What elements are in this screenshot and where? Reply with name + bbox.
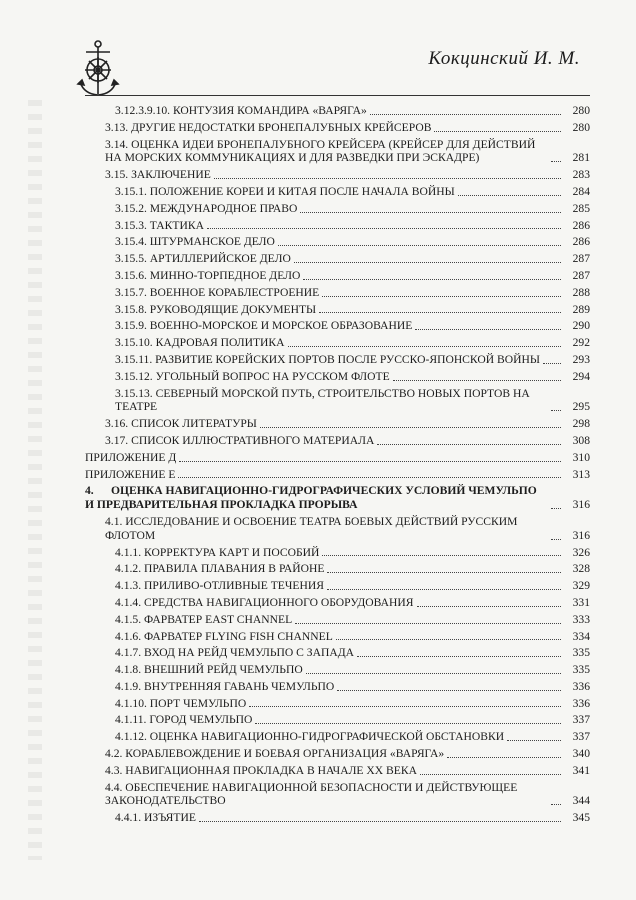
toc-entry-title: КАДРОВАЯ ПОЛИТИКА [155,336,285,350]
toc-entry-text [115,303,319,317]
toc-entry-page: 298 [572,417,590,431]
toc-entry-title: РАЗВИТИЕ КОРЕЙСКИХ ПОРТОВ ПОСЛЕ РУССКО-ЯПОНСКОЙ ВОЙНЫ [155,352,540,366]
toc-entry-page: 328 [572,562,590,576]
toc-entry [85,679,590,696]
toc-entry-text [115,697,249,711]
toc-entry [85,352,590,369]
toc-entry [85,251,590,268]
dot-leader [178,477,561,478]
toc-entry-number: 3.15.2. [115,201,147,215]
dot-leader [507,740,561,741]
toc-entry-text [115,252,294,266]
header-rule [85,95,590,96]
toc-entry-title: РУКОВОДЯЩИЕ ДОКУМЕНТЫ [149,302,317,316]
toc-entry-text [105,747,447,761]
toc-entry-page: 286 [572,235,590,249]
dot-leader [327,572,561,573]
toc-entry-text [115,811,199,825]
dot-leader [336,639,561,640]
toc-entry-title: УГОЛЬНЫЙ ВОПРОС НА РУССКОМ ФЛОТЕ [155,369,390,383]
toc-entry [85,763,590,780]
toc-entry-page: 287 [572,268,590,282]
toc-entry-number: 4.1.5. [115,612,142,626]
toc-entry-text [115,630,336,644]
toc-entry [85,318,590,335]
toc-entry-title: СПИСОК ЛИТЕРАТУРЫ [131,417,257,431]
toc-entry-text [115,680,337,694]
dot-leader [420,774,561,775]
toc-entry-text [115,713,255,727]
toc-entry-text [115,319,415,333]
dot-leader [294,262,561,263]
toc-entry-title: ГОРОД ЧЕМУЛЬПО [149,713,253,727]
dot-leader [393,380,561,381]
toc-entry [85,595,590,612]
anchor-ship-wheel-icon [76,38,120,98]
toc-entry-number: 4.1.12. [115,730,147,744]
toc-entry-text [115,663,306,677]
toc-entry [85,369,590,386]
toc-entry-title: ИССЛЕДОВАНИЕ И ОСВОЕНИЕ ТЕАТРА БОЕВЫХ ДЕЙСТВИЙ РУССКИМ ФЛОТОМ [105,514,518,542]
toc-entry-text [115,387,551,415]
dot-leader [551,161,561,162]
toc-entry-title: ВХОД НА РЕЙД ЧЕМУЛЬПО С ЗАПАДА [144,646,355,660]
dot-leader [214,178,561,179]
toc-entry-title: МИННО-ТОРПЕДНОЕ ДЕЛО [149,268,301,282]
dot-leader [357,656,561,657]
toc-entry-page: 331 [572,595,590,609]
toc-entry [85,514,590,545]
toc-entry [85,561,590,578]
toc-entry [85,184,590,201]
toc-entry-page: 292 [572,336,590,350]
toc-entry-page: 344 [572,794,590,808]
toc-entry-page: 308 [572,433,590,447]
dot-leader [551,804,561,805]
dot-leader [543,363,561,364]
toc-entry-page: 336 [572,679,590,693]
toc-entry-title: ПРИЛИВО-ОТЛИВНЫЕ ТЕЧЕНИЯ [144,579,324,593]
toc-entry-number: 4.1.6. [115,629,142,643]
toc-entry [85,218,590,235]
toc-entry-number: 3.15.5. [115,252,147,266]
toc-entry-text [115,336,288,350]
toc-entry [85,433,590,450]
toc-entry [85,545,590,562]
toc-entry [85,662,590,679]
toc-entry-number: 4.1.11. [115,713,147,727]
toc-entry-text [105,781,551,809]
toc-entry-text [115,353,543,367]
toc-entry [85,285,590,302]
toc-entry-page: 285 [572,201,590,215]
toc-entry-title: КОНТУЗИЯ КОМАНДИРА «ВАРЯГА» [172,104,367,117]
toc-entry [85,302,590,319]
toc-entry-page: 335 [572,646,590,660]
page-header [70,28,590,98]
toc-entry-number: 3.15.3. [115,218,147,232]
toc-entry-text [85,468,178,482]
toc-entry-title: ОЦЕНКА НАВИГАЦИОННО-ГИДРОГРАФИЧЕСКИХ УСЛОВИЙ ЧЕМУЛЬПО И ПРЕДВАРИТЕЛЬНАЯ ПРОКЛАДКА ПРОРЫВА [85,484,537,512]
toc-entry-title: ПРИЛОЖЕНИЕ Е [85,467,176,481]
dot-leader [551,508,561,509]
toc-entry-number: 4.4.1. [115,811,142,825]
toc-entry-number: 4.1.3. [115,579,142,593]
toc-entry-text [105,121,434,135]
toc-entry-number: 3.14. [105,137,129,151]
toc-entry-text [105,138,551,166]
toc-entry-text [115,730,507,744]
toc-entry-number: 3.15.8. [115,302,147,316]
toc-entry-page: 295 [572,400,590,414]
toc-entry [85,729,590,746]
dot-leader [322,296,561,297]
dot-leader [415,329,561,330]
toc-entry-title: СРЕДСТВА НАВИГАЦИОННОГО ОБОРУДОВАНИЯ [144,595,414,609]
toc-entry-number: 4.2. [105,747,123,761]
toc-entry [85,780,590,811]
toc-entry-page: 336 [572,696,590,710]
toc-entry-page: 335 [572,663,590,677]
toc-entry-number: 4. [85,484,94,498]
toc-entry-page: 286 [572,218,590,232]
toc-entry-text [115,646,357,660]
toc-entry [85,103,590,120]
toc-entry-text [105,764,420,778]
toc-entry-text [105,168,214,182]
toc-entry-title: ПРИЛОЖЕНИЕ Д [85,450,177,464]
toc-entry-text [105,434,377,448]
toc-entry-title: ВОЕННО-МОРСКОЕ И МОРСКОЕ ОБРАЗОВАНИЕ [149,319,413,333]
toc-entry-number: 3.17. [105,433,129,447]
dot-leader [303,279,561,280]
author-name: Кокцинский И. М. [428,48,580,69]
dot-leader [337,690,561,691]
toc-entry-title: ДРУГИЕ НЕДОСТАТКИ БРОНЕПАЛУБНЫХ КРЕЙСЕРОВ [131,120,432,134]
toc-entry-page: 337 [572,713,590,727]
toc-entry [85,612,590,629]
toc-entry [85,234,590,251]
toc-entry-text [115,235,278,249]
toc-entry-title: СЕВЕРНЫЙ МОРСКОЙ ПУТЬ, СТРОИТЕЛЬСТВО НОВЫХ ПОРТОВ НА ТЕАТРЕ [115,386,530,414]
toc-entry-title: ВНЕШНИЙ РЕЙД ЧЕМУЛЬПО [144,663,303,677]
page-edge-shadow [28,100,42,860]
toc-entry-text [105,515,551,543]
toc-entry-page: 333 [572,612,590,626]
dot-leader [319,312,561,313]
toc-entry-page: 289 [572,302,590,316]
toc-entry-title: ОЦЕНКА ИДЕИ БРОНЕПАЛУБНОГО КРЕЙСЕРА (КРЕЙСЕР ДЛЯ ДЕЙСТВИЙ НА МОРСКИХ КОММУНИКАЦИЯХ И ДЛЯ РАЗВЕДКИ ПРИ ЭСКАДРЕ) [105,137,536,165]
dot-leader [306,673,561,674]
toc-entry [85,450,590,467]
toc-entry-title: ПОЛОЖЕНИЕ КОРЕИ И КИТАЯ ПОСЛЕ НАЧАЛА ВОЙНЫ [149,184,455,198]
toc-entry [85,645,590,662]
toc-entry-number: 4.1.7. [115,646,142,660]
toc-entry-page: 341 [572,763,590,777]
toc-entry [85,335,590,352]
dot-leader [199,821,561,822]
toc-entry-page: 280 [572,104,590,117]
dot-leader [249,706,561,707]
toc-entry-number: 3.15.6. [115,268,147,282]
toc-entry-title: ПРАВИЛА ПЛАВАНИЯ В РАЙОНЕ [144,562,325,576]
dot-leader [458,195,561,196]
toc-entry [85,268,590,285]
toc-entry-number: 3.15.10. [115,336,153,350]
toc-entry-title: ФАРВАТЕР EAST CHANNEL [144,612,293,626]
toc-entry-number: 3.15.11. [115,352,153,366]
dot-leader [551,410,561,411]
toc-entry-page: 316 [572,528,590,542]
toc-entry-page: 329 [572,579,590,593]
toc-entry-page: 334 [572,629,590,643]
table-of-contents [85,103,590,827]
dot-leader [300,212,561,213]
toc-entry-number: 3.15.7. [115,285,147,299]
dot-leader [377,444,561,445]
dot-leader [288,346,561,347]
toc-entry-page: 281 [572,151,590,165]
toc-entry-title: ШТУРМАНСКОЕ ДЕЛО [149,235,275,249]
toc-entry-title: ПОРТ ЧЕМУЛЬПО [149,696,247,710]
toc-entry-page: 337 [572,730,590,744]
toc-entry-text [115,219,207,233]
toc-entry-number: 3.15.13. [115,386,153,400]
dot-leader [295,623,561,624]
dot-leader [551,539,561,540]
toc-entry-title: НАВИГАЦИОННАЯ ПРОКЛАДКА В НАЧАЛЕ XX ВЕКА [125,763,417,777]
toc-entry-text [115,104,370,118]
toc-entry [85,467,590,484]
toc-entry-page: 310 [572,450,590,464]
toc-entry-number: 3.16. [105,417,129,431]
toc-entry-page: 288 [572,285,590,299]
dot-leader [207,228,561,229]
toc-entry [85,578,590,595]
toc-entry-number: 3.15.4. [115,235,147,249]
toc-entry-page: 345 [572,811,590,825]
toc-entry-text [85,484,551,512]
dot-leader [322,555,561,556]
toc-entry-page: 294 [572,369,590,383]
toc-entry-text [105,417,260,431]
toc-entry [85,483,590,514]
toc-entry-page: 340 [572,747,590,761]
toc-entry-number: 3.15.9. [115,319,147,333]
toc-entry-number: 4.4. [105,780,123,794]
dot-leader [255,723,561,724]
toc-entry-number: 3.13. [105,120,129,134]
toc-entry [85,629,590,646]
toc-entry-number: 4.1.8. [115,663,142,677]
toc-entry-page: 290 [572,319,590,333]
toc-entry-text [115,596,417,610]
toc-entry [85,120,590,137]
toc-entry [85,696,590,713]
toc-entry-number: 4.1. [105,514,123,528]
toc-entry-number: 3.15. [105,168,129,182]
toc-entry-page: 326 [572,545,590,559]
toc-entry-number: 4.1.2. [115,562,142,576]
toc-entry-title: ФАРВАТЕР FLYING FISH CHANNEL [144,629,333,643]
toc-entry [85,416,590,433]
dot-leader [260,427,561,428]
dot-leader [179,461,561,462]
toc-entry-number: 4.1.4. [115,595,142,609]
toc-entry-text [115,286,322,300]
toc-entry-title: КОРАБЛЕВОЖДЕНИЕ И БОЕВАЯ ОРГАНИЗАЦИЯ «ВАРЯГА» [125,747,445,761]
dot-leader [370,114,561,115]
dot-leader [447,757,561,758]
toc-entry-title: ОБЕСПЕЧЕНИЕ НАВИГАЦИОННОЙ БЕЗОПАСНОСТИ И ДЕЙСТВУЮЩЕЕ ЗАКОНОДАТЕЛЬСТВО [105,780,518,808]
toc-entry [85,712,590,729]
toc-entry-title: СПИСОК ИЛЛЮСТРАТИВНОГО МАТЕРИАЛА [131,433,375,447]
toc-entry-page: 283 [572,168,590,182]
toc-entry-number: 4.1.10. [115,696,147,710]
toc-entry-title: ИЗЪЯТИЕ [144,811,196,825]
toc-entry-number: 3.12.3.9.10. [115,104,171,117]
toc-entry-title: АРТИЛЛЕРИЙСКОЕ ДЕЛО [149,252,291,266]
dot-leader [417,606,562,607]
toc-entry-text [115,579,327,593]
toc-entry-page: 284 [572,184,590,198]
toc-entry [85,137,590,168]
toc-entry-text [115,269,303,283]
dot-leader [278,245,561,246]
toc-entry-number: 4.3. [105,763,123,777]
toc-entry-title: ВНУТРЕННЯЯ ГАВАНЬ ЧЕМУЛЬПО [144,679,335,693]
toc-entry-text [115,202,300,216]
toc-entry-number: 3.15.12. [115,369,153,383]
toc-entry-text [115,562,327,576]
toc-entry-title: ТАКТИКА [149,218,204,232]
toc-entry-number: 4.1.9. [115,679,142,693]
toc-entry-page: 316 [572,498,590,512]
toc-entry-title: ОЦЕНКА НАВИГАЦИОННО-ГИДРОГРАФИЧЕСКОЙ ОБСТАНОВКИ [149,730,505,744]
toc-entry-page: 280 [572,120,590,134]
toc-entry-text [115,546,322,560]
toc-entry-page: 293 [572,352,590,366]
toc-entry [85,386,590,417]
toc-entry-number: 4.1.1. [115,545,142,559]
toc-entry-text [115,370,393,384]
toc-entry-text [115,185,458,199]
toc-entry [85,201,590,218]
toc-entry-title: КОРРЕКТУРА КАРТ И ПОСОБИЙ [144,545,320,559]
toc-entry-page: 287 [572,252,590,266]
dot-leader [327,589,561,590]
toc-entry-title: МЕЖДУНАРОДНОЕ ПРАВО [149,201,298,215]
toc-entry-title: ВОЕННОЕ КОРАБЛЕСТРОЕНИЕ [149,285,320,299]
toc-entry [85,810,590,827]
toc-entry-page: 313 [572,467,590,481]
toc-entry-title: ЗАКЛЮЧЕНИЕ [131,168,211,182]
toc-entry [85,167,590,184]
toc-entry [85,746,590,763]
toc-entry-text [85,451,179,465]
toc-entry-text [115,613,295,627]
dot-leader [434,131,561,132]
toc-entry-number: 3.15.1. [115,184,147,198]
